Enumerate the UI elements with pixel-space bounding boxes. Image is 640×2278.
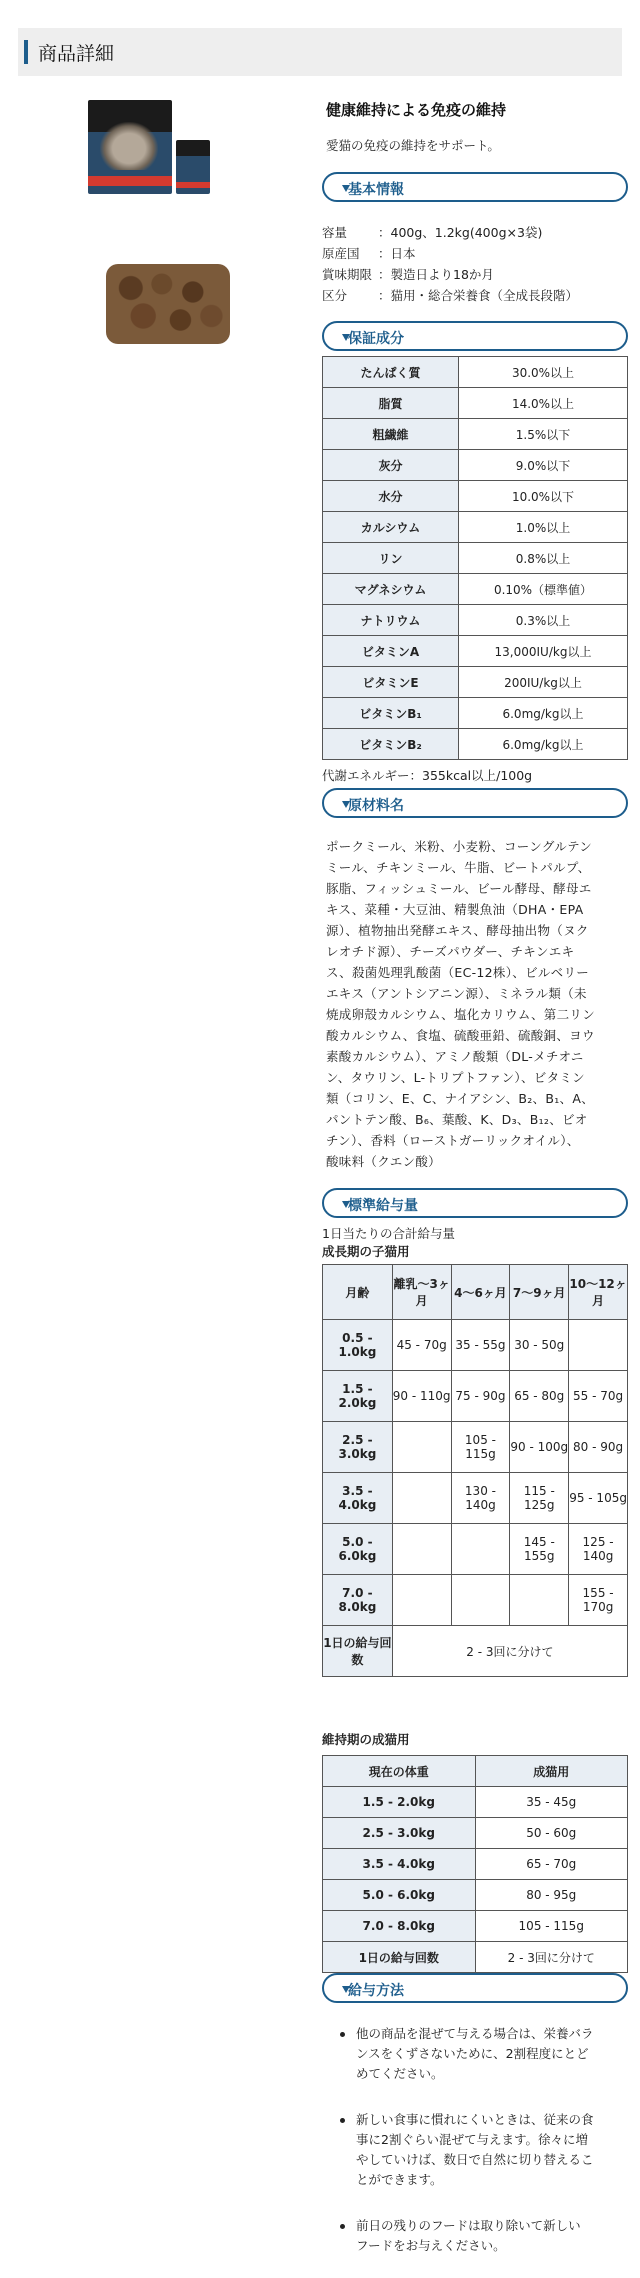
nutrient-name: 水分 [323,481,459,512]
ingredients-line: 類（コリン、E、C、ナイアシン、B₂、B₁、A、 [326,1091,594,1106]
weight-cell: 2.5 - 3.0kg [323,1422,393,1473]
weight-cell: 7.0 - 8.0kg [323,1911,476,1942]
table-row [323,1473,628,1524]
ingredients-line: ミール、チキンミール、牛脂、ビートパルプ、 [326,860,591,875]
table-row [323,1524,628,1575]
weight-cell: 1.5 - 2.0kg [323,1371,393,1422]
table-row [323,667,628,698]
weight-cell: 3.5 - 4.0kg [323,1473,393,1524]
weight-cell: 5.0 - 6.0kg [323,1524,393,1575]
list-item-text: とができます。 [356,2172,443,2187]
basic-info-value: ：400g、1.2kg(400g×3袋) [378,225,543,240]
product-package-image[interactable] [88,100,208,194]
page-title: 商品詳細 [38,43,115,65]
weight-cell: 0.5 - 1.0kg [323,1320,393,1371]
nutrient-name: ビタミンB₁ [323,698,459,729]
amount-cell [392,1575,451,1626]
basic-info-value: ：猫用・総合栄養食（全成長段階） [378,288,579,303]
nutrient-value: 9.0%以下 [459,450,628,481]
bullet-icon [340,2224,345,2229]
amount-cell: 125 - 140g [569,1524,628,1575]
nutrient-value: 0.8%以上 [459,543,628,574]
section-pill-label: 保証成分 [348,331,404,347]
table-row [323,574,628,605]
amount-cell: 80 - 90g [569,1422,628,1473]
header-accent-bar [24,40,28,64]
package-large-image [88,100,172,194]
amount-cell: 155 - 170g [569,1575,628,1626]
nutrient-value: 1.5%以下 [459,419,628,450]
kibble-image[interactable] [106,264,230,344]
nutrient-name: マグネシウム [323,574,459,605]
table-row [323,1626,628,1677]
amount-cell: 65 - 70g [475,1849,628,1880]
table-header-cell: 月齢 [323,1265,393,1320]
amount-cell: 130 - 140g [451,1473,510,1524]
section-pill-ingredients[interactable] [322,788,628,818]
weight-cell: 7.0 - 8.0kg [323,1575,393,1626]
amount-cell [451,1524,510,1575]
table-row [323,1880,628,1911]
table-row [323,512,628,543]
basic-info-key: 容量 [322,225,348,240]
section-pill-feeding[interactable] [322,1188,628,1218]
list-item-text: やしていけば、数日で自然に切り替えるこ [356,2152,594,2167]
table-row [323,1849,628,1880]
nutrient-name: ナトリウム [323,605,459,636]
list-item [340,2216,630,2256]
weight-cell: 3.5 - 4.0kg [323,1849,476,1880]
table-row [323,1422,628,1473]
nutrient-name: リン [323,543,459,574]
amount-cell: 145 - 155g [510,1524,569,1575]
ingredients-line: 焼成卵殻カルシウム、塩化カリウム、第二リン [326,1007,595,1022]
amount-cell [510,1575,569,1626]
basic-info-value: ：製造日より18か月 [378,267,494,282]
amount-cell: 55 - 70g [569,1371,628,1422]
package-small-image [176,140,210,194]
table-row [323,729,628,760]
table-row [323,636,628,667]
weight-cell: 2.5 - 3.0kg [323,1818,476,1849]
table-header-cell: 7〜9ヶ月 [510,1265,569,1320]
nutrient-value: 0.10%（標準値） [459,574,628,605]
amount-cell: 80 - 95g [475,1880,628,1911]
section-pill-label: 給与方法 [348,1983,404,1999]
list-item-text: 他の商品を混ぜて与える場合は、栄養バラ [356,2026,594,2041]
list-item-text: 事に2割ぐらい混ぜて与えます。徐々に増 [356,2132,588,2147]
section-header [18,28,622,76]
list-item-text: フードをお与えください。 [356,2238,506,2253]
nutrient-value: 14.0%以上 [459,388,628,419]
table-header-cell: 離乳〜3ヶ月 [392,1265,451,1320]
amount-cell: 65 - 80g [510,1371,569,1422]
amount-cell: 75 - 90g [451,1371,510,1422]
table-row [323,543,628,574]
amount-cell: 90 - 110g [392,1371,451,1422]
frequency-value: 2 - 3回に分けて [475,1942,628,1973]
list-item-text: ンスをくずさないために、2割程度にとど [356,2046,589,2061]
weight-cell: 5.0 - 6.0kg [323,1880,476,1911]
nutrient-name: 灰分 [323,450,459,481]
ingredients-line: キス、菜種・大豆油、精製魚油（DHA・EPA [326,902,584,917]
table-row [323,1911,628,1942]
basic-info-key: 賞味期限 [322,267,373,282]
table-header-row [323,1265,628,1320]
table-row [323,605,628,636]
amount-cell [451,1575,510,1626]
ingredients-line: チン）、香料（ローストガーリックオイル）、 [326,1133,580,1148]
table-header-cell: 4〜6ヶ月 [451,1265,510,1320]
ingredients-line: パントテン酸、B₆、葉酸、K、D₃、B₁₂、ビオ [326,1112,588,1127]
adult-title: 維持期の成猫用 [322,1732,410,1747]
nutrient-name: カルシウム [323,512,459,543]
frequency-label: 1日の給与回数 [323,1626,393,1677]
ingredients-line: ン、タウリン、L-トリプトファン）、ビタミン [326,1070,585,1085]
section-pill-label: 標準給与量 [348,1198,418,1214]
bullet-icon [340,2118,345,2123]
table-row [323,1371,628,1422]
ingredients-line: ポークミール、米粉、小麦粉、コーングルテン [326,839,593,854]
nutrient-value: 6.0mg/kg以上 [459,698,628,729]
amount-cell [392,1422,451,1473]
basic-info-value: ：日本 [378,246,416,261]
ingredients-line: 酸味料（クエン酸） [326,1154,441,1169]
bullet-icon [340,2032,345,2037]
table-row [323,481,628,512]
table-row [323,357,628,388]
amount-cell: 35 - 55g [451,1320,510,1371]
ingredients-line: 酸カルシウム、食塩、硫酸亜鉛、硫酸銅、ヨウ [326,1028,595,1043]
nutrient-value: 1.0%以上 [459,512,628,543]
basic-info-key: 原産国 [322,246,360,261]
table-row [323,1942,628,1973]
nutrient-name: 脂質 [323,388,459,419]
table-row [323,698,628,729]
nutrient-value: 10.0%以下 [459,481,628,512]
ingredients-line: ス、殺菌処理乳酸菌（EC-12株）、ビルベリー [326,965,590,980]
ingredients-line: 源）、植物抽出発酵エキス、酵母抽出物（ヌク [326,923,589,938]
nutrient-name: たんぱく質 [323,357,459,388]
table-row [323,1320,628,1371]
product-subtext: 愛猫の免疫の維持をサポート。 [326,138,500,153]
kitten-title: 成長期の子猫用 [322,1244,410,1259]
amount-cell [569,1320,628,1371]
product-headline: 健康維持による免疫の維持 [326,101,507,119]
weight-cell: 1.5 - 2.0kg [323,1787,476,1818]
kitten-feeding-table [322,1264,628,1677]
amount-cell [392,1524,451,1575]
section-pill-label: 基本情報 [348,182,404,198]
ingredients-line: 素酸カルシウム）、アミノ酸類（DL-メチオニ [326,1049,584,1064]
amount-cell: 105 - 115g [475,1911,628,1942]
table-row [323,1787,628,1818]
table-row [323,388,628,419]
table-row [323,419,628,450]
nutrient-value: 30.0%以上 [459,357,628,388]
energy-text: 代謝エネルギー：355kcal以上/100g [322,768,533,783]
nutrient-name: ビタミンA [323,636,459,667]
frequency-value: 2 - 3回に分けて [392,1626,627,1677]
adult-feeding-table [322,1755,628,1973]
basic-info-key: 区分 [322,288,348,303]
list-item-text: 新しい食事に慣れにくいときは、従来の食 [356,2112,594,2127]
amount-cell: 45 - 70g [392,1320,451,1371]
section-pill-guarantee[interactable] [322,321,628,351]
frequency-label: 1日の給与回数 [323,1942,476,1973]
amount-cell: 105 - 115g [451,1422,510,1473]
table-row [323,1575,628,1626]
table-header-cell: 現在の体重 [323,1756,476,1787]
nutrient-value: 13,000IU/kg以上 [459,636,628,667]
nutrient-value: 6.0mg/kg以上 [459,729,628,760]
nutrient-name: ビタミンE [323,667,459,698]
ingredients-line: エキス（アントシアニン源）、ミネラル類（未 [326,986,587,1001]
table-header-cell: 成猫用 [475,1756,628,1787]
amount-cell: 90 - 100g [510,1422,569,1473]
ingredients-line: レオチド源）、チーズパウダー、チキンエキ [326,944,575,959]
section-pill-label: 原材料名 [348,798,404,814]
daily-total-label: 1日当たりの合計給与量 [322,1226,455,1241]
amount-cell: 35 - 45g [475,1787,628,1818]
nutrient-value: 0.3%以上 [459,605,628,636]
amount-cell [392,1473,451,1524]
nutrient-name: ビタミンB₂ [323,729,459,760]
amount-cell: 95 - 105g [569,1473,628,1524]
list-item-text: 前日の残りのフードは取り除いて新しい [356,2218,581,2233]
list-item-text: めてください。 [356,2066,444,2081]
amount-cell: 30 - 50g [510,1320,569,1371]
section-pill-basic[interactable] [322,172,628,202]
list-item [340,2110,630,2190]
nutrient-name: 粗繊維 [323,419,459,450]
amount-cell: 50 - 60g [475,1818,628,1849]
section-pill-method[interactable] [322,1973,628,2003]
nutrient-value: 200IU/kg以上 [459,667,628,698]
table-row [323,1818,628,1849]
ingredients-line: 豚脂、フィッシュミール、ビール酵母、酵母エ [326,881,592,896]
table-header-cell: 10〜12ヶ月 [569,1265,628,1320]
amount-cell: 115 - 125g [510,1473,569,1524]
guarantee-table [322,356,628,760]
table-header-row [323,1756,628,1787]
list-item [340,2024,630,2084]
table-row [323,450,628,481]
